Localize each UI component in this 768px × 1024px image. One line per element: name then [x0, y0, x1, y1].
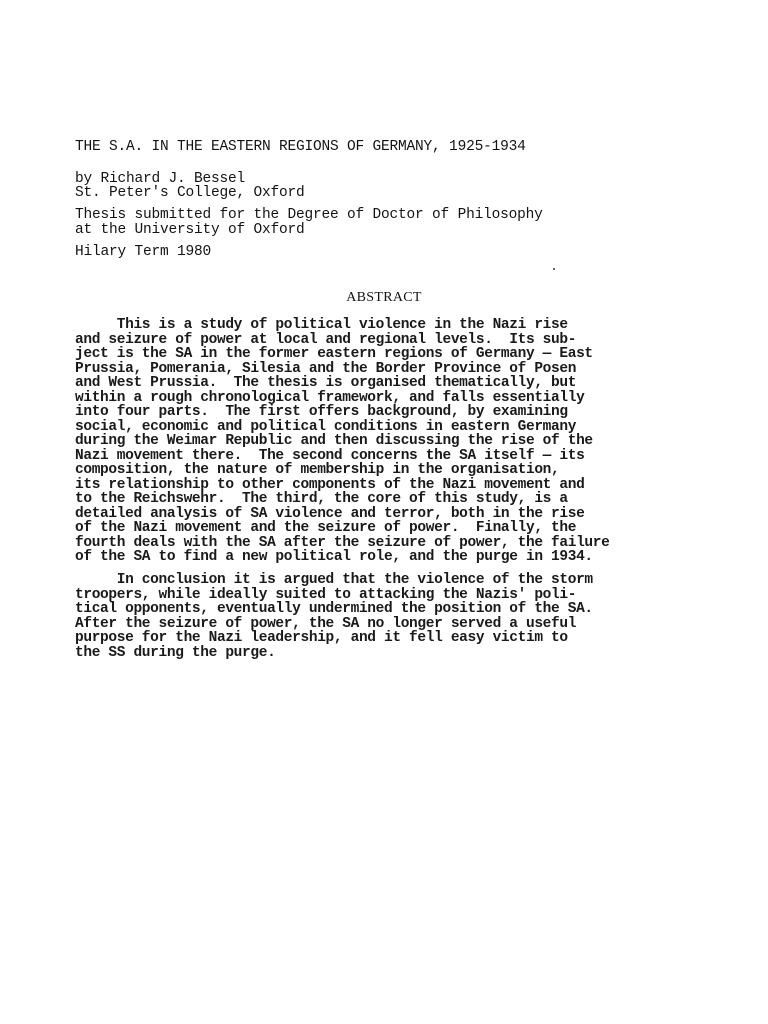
- paragraph-line: ject is the SA in the former eastern regions of Germany — East: [75, 346, 593, 362]
- term-line: Hilary Term 1980: [75, 244, 212, 260]
- paragraph-line: and West Prussia. The thesis is organised thematically, but: [75, 375, 577, 391]
- paragraph-line: of the SA to find a new political role, and the purge in 1934.: [75, 549, 593, 565]
- author-college: St. Peter's College, Oxford: [75, 185, 305, 201]
- thesis-university-line: at the University of Oxford: [75, 222, 305, 238]
- paragraph-line: the SS during the purge.: [75, 645, 276, 661]
- author-name: by Richard J. Bessel: [75, 171, 246, 187]
- paragraph-line: into four parts. The first offers background, by examining: [75, 404, 568, 420]
- paragraph-line: troopers, while ideally suited to attacking the Nazis' poli-: [75, 587, 577, 603]
- paragraph-line: within a rough chronological framework, and falls essentially: [75, 390, 585, 406]
- paragraph-line: After the seizure of power, the SA no longer served a useful: [75, 616, 577, 632]
- paragraph-line: purpose for the Nazi leadership, and it fell easy victim to: [75, 630, 568, 646]
- thesis-title: THE S.A. IN THE EASTERN REGIONS OF GERMANY, 1925-1934: [75, 139, 526, 155]
- paragraph-line: composition, the nature of membership in the organisation,: [75, 462, 560, 478]
- thesis-degree-line: Thesis submitted for the Degree of Doctor of Philosophy: [75, 207, 543, 223]
- paragraph-line: fourth deals with the SA after the seizure of power, the failure: [75, 535, 610, 551]
- paragraph-line: detailed analysis of SA violence and terror, both in the rise: [75, 506, 585, 522]
- scan-speck: [553, 268, 555, 270]
- paragraph-line: to the Reichswehr. The third, the core of this study, is a: [75, 491, 568, 507]
- paragraph-line: Nazi movement there. The second concerns the SA itself — its: [75, 448, 585, 464]
- paragraph-line: its relationship to other components of the Nazi movement and: [75, 477, 585, 493]
- paragraph-line: during the Weimar Republic and then discussing the rise of the: [75, 433, 593, 449]
- paragraph-line: This is a study of political violence in the Nazi rise: [75, 317, 568, 333]
- paragraph-line: In conclusion it is argued that the violence of the storm: [75, 572, 593, 588]
- paragraph-line: Prussia, Pomerania, Silesia and the Border Province of Posen: [75, 361, 577, 377]
- paragraph-line: social, economic and political conditions in eastern Germany: [75, 419, 577, 435]
- paragraph-line: of the Nazi movement and the seizure of power. Finally, the: [75, 520, 577, 536]
- abstract-heading: ABSTRACT: [346, 290, 422, 305]
- paragraph-line: tical opponents, eventually undermined the position of the SA.: [75, 601, 593, 617]
- paragraph-line: and seizure of power at local and regional levels. Its sub-: [75, 332, 577, 348]
